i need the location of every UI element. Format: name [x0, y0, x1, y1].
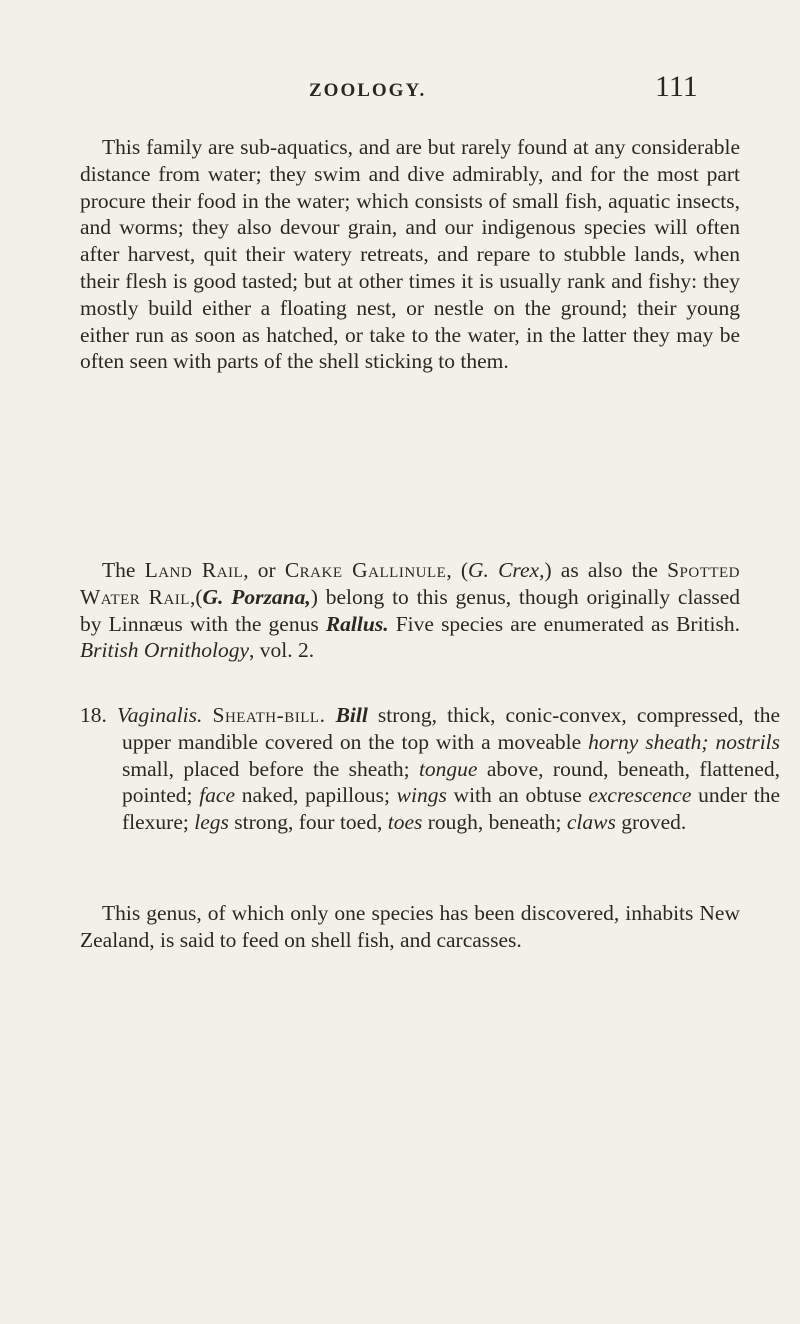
running-head: ZOOLOGY. [309, 80, 427, 101]
paragraph-family-description: This family are sub-aquatics, and are but rarely found at any considerable distance from water; they swim and dive admirably, and for the most part procure their food in the water; which consists of small fish, aquatic insects, and worms; they also devour grain, and our indigenous species will often after harvest, quit their watery retreats, and repare to stubble lands, when their flesh is good tasted; but at other times it is usually rank and fishy: they mostly build either a floating nest, or nestle on the ground; their young either run as soon as hatched, or take to the water, in the latter they may be often seen with parts of the shell sticking to them. [80, 135, 740, 374]
text-run: Five species are enumerated as British. [388, 611, 740, 636]
text-run: , or [243, 558, 285, 582]
paragraph-genus-members [80, 557, 740, 664]
genus-name-rallus: Rallus. [325, 611, 389, 636]
text-run: naked, papillous; [235, 783, 397, 808]
page-header [0, 70, 800, 103]
common-name-sheath-bill: Sheath-bill. [212, 703, 326, 727]
term-horny-sheath: horny sheath; [588, 729, 709, 754]
page-number: 111 [655, 70, 698, 103]
term-bill: Bill [335, 703, 368, 727]
text-run: under the flexure; [122, 783, 781, 835]
text-run: small, placed before the sheath; [122, 756, 419, 781]
term-toes: toes [387, 810, 423, 835]
text-run: ) belong to this genus, though originally classed by Linnæus with the genus [80, 584, 741, 636]
text-run: strong, thick, conic-convex, compressed, the upper mandible covered on the top with a moveable [122, 703, 781, 754]
species-name-spotted-water-rail: Spotted Water Rail [80, 558, 741, 609]
latin-name-crex: G. Crex, [468, 558, 545, 582]
text-run: ,( [189, 584, 203, 609]
text-run: The [102, 558, 145, 582]
text-run [325, 703, 335, 727]
term-nostrils: nostrils [715, 729, 781, 754]
text-run: above, round, beneath, flattened, pointed; [122, 756, 780, 808]
term-claws: claws [566, 810, 616, 835]
text-run: strong, four toed, [228, 810, 388, 835]
term-excrescence: excrescence [588, 783, 692, 808]
text-run: , vol. 2. [249, 638, 315, 663]
term-face: face [199, 783, 235, 808]
species-name-land-rail: Land Rail [144, 558, 244, 582]
text-run [202, 703, 212, 727]
text-run: , ( [446, 558, 469, 582]
entry-vaginalis [80, 702, 780, 836]
term-tongue: tongue [418, 756, 478, 781]
term-legs: legs [194, 810, 229, 835]
text-run: rough, beneath; [422, 810, 567, 835]
text-run: groved. [615, 810, 687, 835]
term-wings: wings [396, 783, 447, 808]
text-run: with an obtuse [446, 783, 589, 808]
latin-name-vaginalis: Vaginalis. [116, 703, 203, 727]
entry-number: 18. [80, 703, 117, 727]
latin-name-porzana: G. Porzana, [202, 584, 311, 609]
text-run: ) as also the [544, 558, 668, 582]
species-name-crake-gallinule: Crake Gallinule [284, 558, 447, 582]
reference-british-ornithology: British Ornithology [80, 638, 250, 663]
paragraph-genus-habitat: This genus, of which only one species has been discovered, inhabits New Zealand, is said to feed on shell fish, and carcasses. [80, 901, 740, 952]
